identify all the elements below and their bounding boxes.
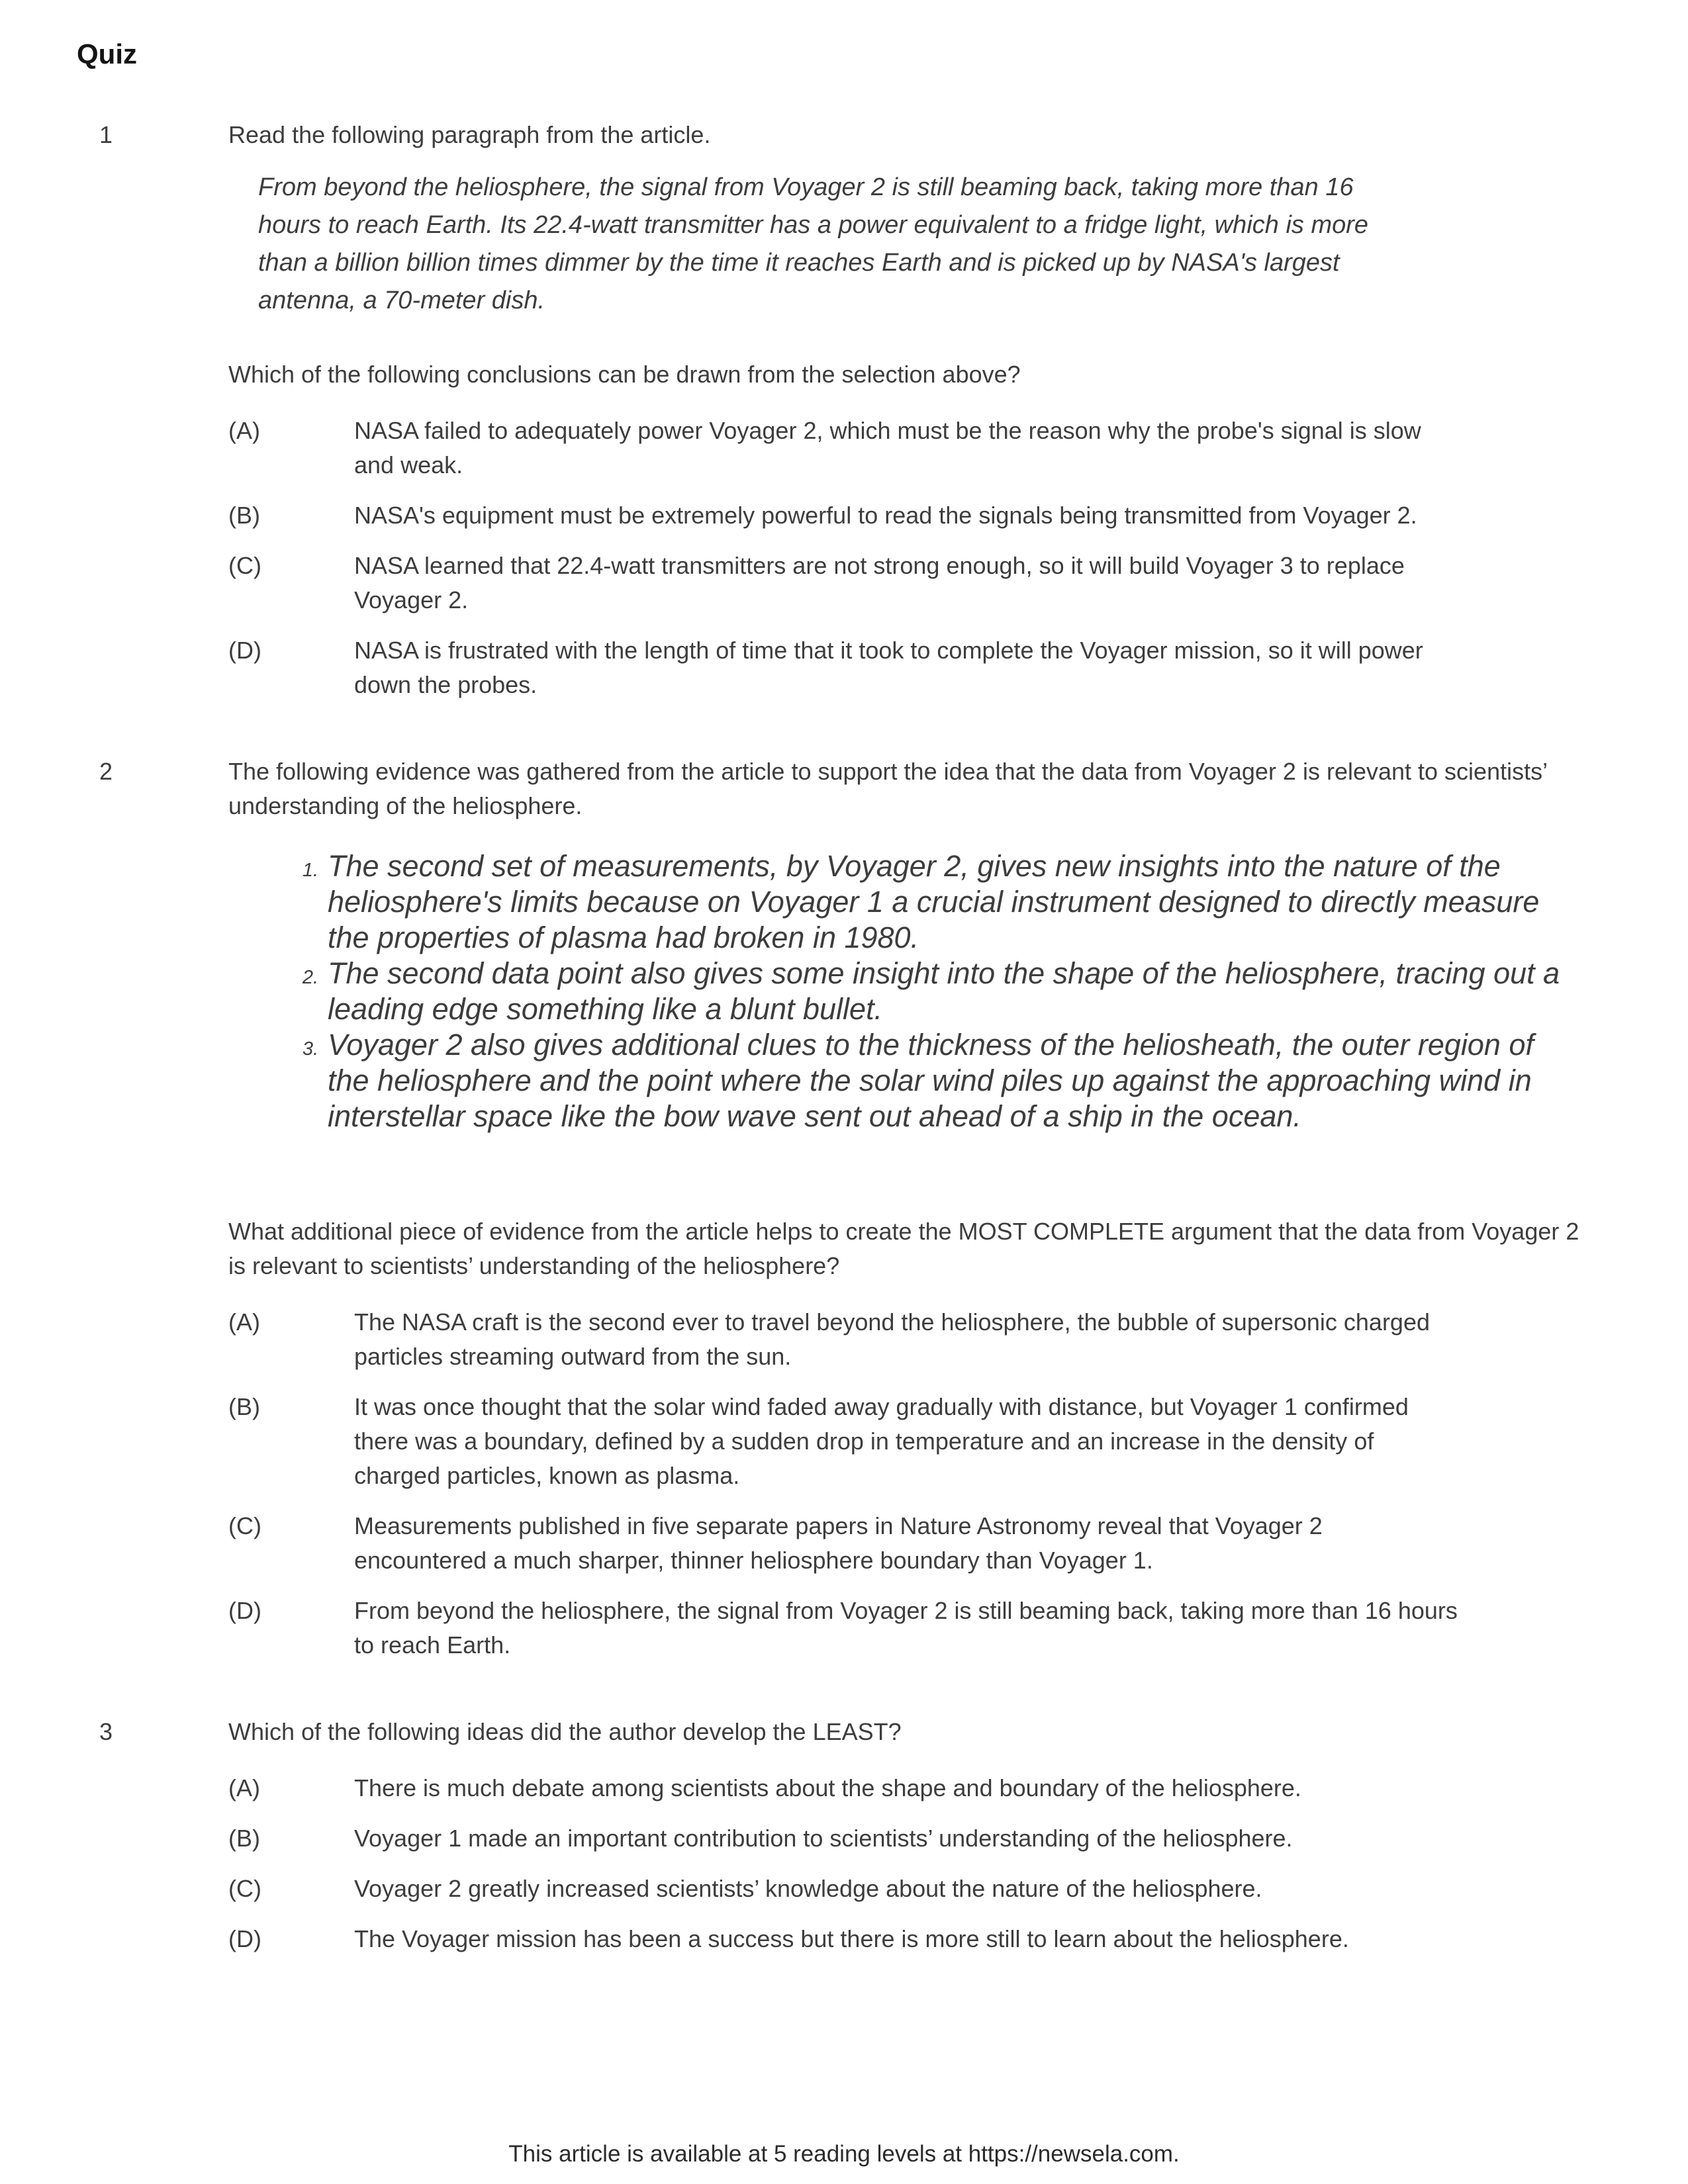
evidence-text: Voyager 2 also gives additional clues to the thickness of the heliosheath, the outer region of the heliosphere and the point where the solar wind piles up against the approaching wind in interstellar space like the bow wave sent out ahead of a ship in the ocean. [328, 1028, 1534, 1133]
evidence-item [228, 956, 1592, 1027]
answer-option [228, 1305, 1592, 1374]
question-body [228, 1715, 1592, 1956]
evidence-number: 2. [302, 967, 318, 988]
evidence-list [228, 848, 1592, 1134]
page-title: Quiz [77, 38, 137, 69]
evidence-number: 3. [302, 1038, 318, 1060]
option-letter: (A) [228, 417, 260, 444]
option-text: There is much debate among scientists about the shape and boundary of the heliosphere. [354, 1774, 1301, 1801]
option-text: The NASA craft is the second ever to travel beyond the heliosphere, the bubble of supersonic charged particles streaming outward from the sun. [354, 1308, 1430, 1370]
option-text: NASA's equipment must be extremely powerful to read the signals being transmitted from Voyager 2. [354, 502, 1417, 529]
answer-option [228, 1922, 1592, 1956]
option-letter: (D) [228, 1597, 261, 1624]
answer-option [228, 549, 1592, 617]
question-number: 2 [99, 758, 113, 785]
option-letter: (C) [228, 552, 261, 579]
option-text: It was once thought that the solar wind faded away gradually with distance, but Voyager 1 confirmed there was a boundary, defined by a sudden drop in temperature and an increase in the density of charged particles, known as plasma. [354, 1393, 1409, 1489]
option-letter: (B) [228, 502, 260, 529]
answer-option [228, 1821, 1592, 1856]
answer-option [228, 498, 1592, 533]
option-text: Measurements published in five separate papers in Nature Astronomy reveal that Voyager 2 encountered a much sharper, thinner heliosphere boundary than Voyager 1. [354, 1512, 1323, 1574]
option-text: The Voyager mission has been a success but there is more still to learn about the heliosphere. [354, 1925, 1349, 1952]
option-letter: (A) [228, 1308, 260, 1336]
answer-option [228, 414, 1592, 482]
question-stem: Which of the following conclusions can be drawn from the selection above? [228, 361, 1021, 388]
evidence-item [228, 1027, 1592, 1134]
answer-option [228, 633, 1592, 702]
evidence-item [228, 848, 1592, 956]
option-letter: (B) [228, 1393, 260, 1420]
evidence-text: The second set of measurements, by Voyager 2, gives new insights into the nature of the heliosphere's limits because on Voyager 1 a crucial instrument designed to directly measure the properties of plasma had broken in 1980. [328, 849, 1540, 954]
answer-options [228, 1771, 1592, 1956]
question-3 [0, 1715, 1688, 1956]
option-letter: (B) [228, 1825, 260, 1852]
option-text: NASA learned that 22.4-watt transmitters are not strong enough, so it will build Voyager 3 to replace Voyager 2. [354, 552, 1405, 614]
evidence-text: The second data point also gives some insight into the shape of the heliosphere, tracing out a leading edge something like a blunt bullet. [328, 956, 1560, 1026]
answer-option [228, 1771, 1592, 1805]
option-text: From beyond the heliosphere, the signal from Voyager 2 is still beaming back, taking more than 16 hours to reach Earth. [354, 1597, 1458, 1659]
option-letter: (C) [228, 1512, 261, 1539]
article-quote: From beyond the heliosphere, the signal from Voyager 2 is still beaming back, taking more than 16 hours to reach Earth. Its 22.4-watt transmitter has a power equivalent to a fridge light, which is more than a billion billion times dimmer by the time it reaches Earth and is picked up by NASA's largest antenna, a 70-meter dish. [258, 173, 1369, 314]
question-2 [0, 754, 1688, 1662]
answer-option [228, 1594, 1592, 1662]
option-text: NASA is frustrated with the length of time that it took to complete the Voyager mission, so it will power down the probes. [354, 637, 1423, 698]
page-footer: This article is available at 5 reading levels at https://newsela.com. [508, 2141, 1180, 2167]
option-text: Voyager 2 greatly increased scientists’ knowledge about the nature of the heliosphere. [354, 1875, 1262, 1902]
question-1 [0, 118, 1688, 702]
option-letter: (D) [228, 637, 261, 664]
evidence-number: 1. [302, 860, 318, 881]
option-letter: (C) [228, 1875, 261, 1902]
question-body [228, 118, 1592, 702]
question-number: 3 [99, 1718, 113, 1745]
answer-option [228, 1509, 1592, 1578]
question-stem: Which of the following ideas did the author develop the LEAST? [228, 1718, 902, 1745]
question-prompt: Read the following paragraph from the article. [228, 121, 711, 148]
question-body [228, 754, 1592, 1662]
option-letter: (A) [228, 1774, 260, 1801]
answer-options [228, 1305, 1592, 1662]
option-text: NASA failed to adequately power Voyager 2, which must be the reason why the probe's signal is slow and weak. [354, 417, 1421, 478]
option-letter: (D) [228, 1925, 261, 1952]
answer-options [228, 414, 1592, 702]
answer-option [228, 1872, 1592, 1906]
answer-option [228, 1390, 1592, 1493]
question-stem: What additional piece of evidence from the article helps to create the MOST COMPLETE argument that the data from Voyager 2 is relevant to scientists’ understanding of the heliosphere? [228, 1218, 1579, 1279]
question-prompt: The following evidence was gathered from the article to support the idea that the data from Voyager 2 is relevant to scientists’ understanding of the heliosphere. [228, 758, 1547, 819]
question-number: 1 [99, 121, 113, 148]
option-text: Voyager 1 made an important contribution to scientists’ understanding of the heliosphere. [354, 1825, 1293, 1852]
